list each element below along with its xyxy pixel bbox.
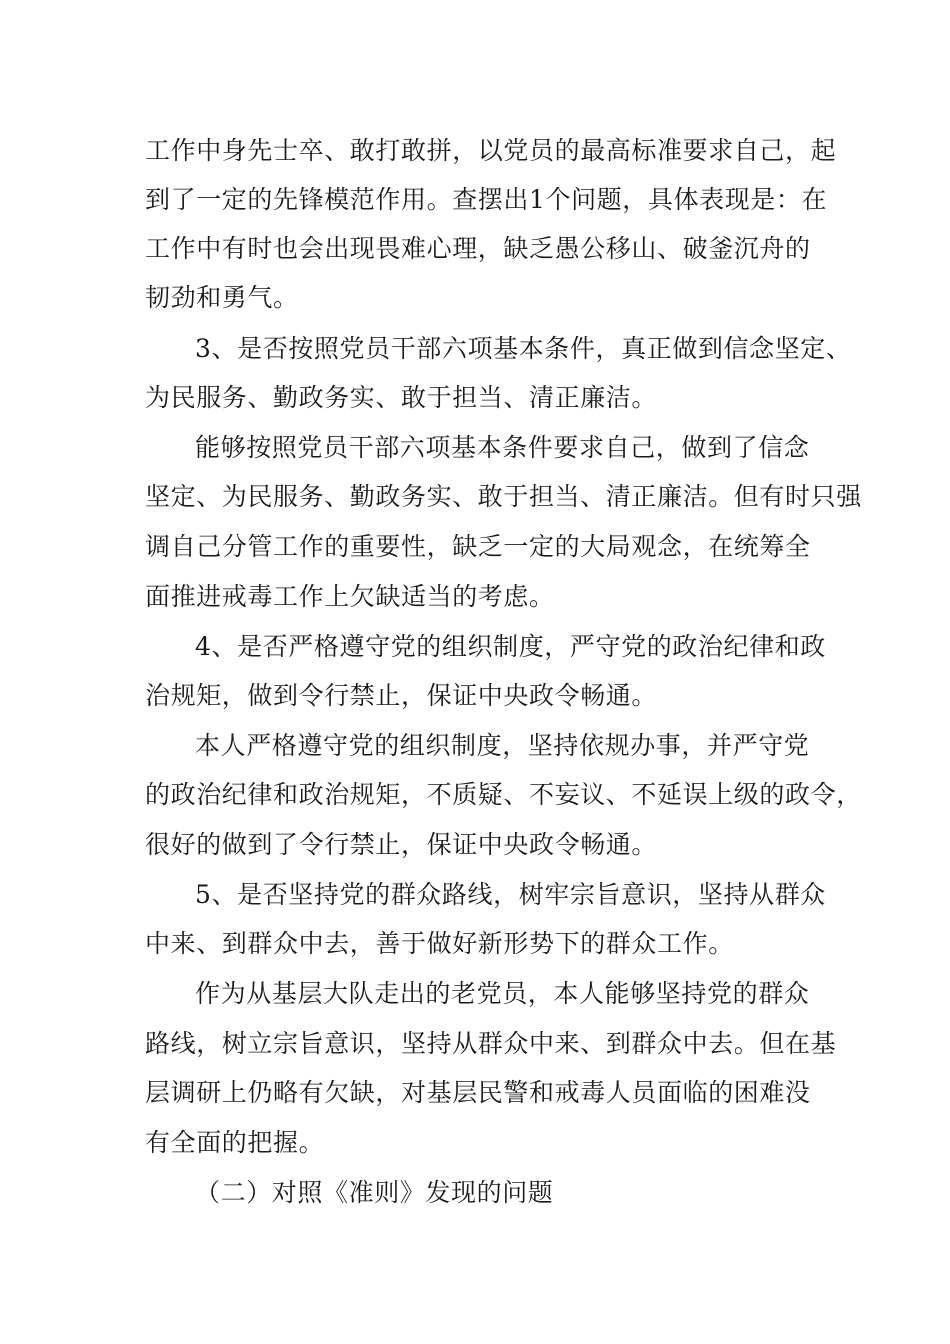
- paragraph-start: 作为从基层大队走出的老党员，本人能够坚持党的群众: [195, 979, 810, 1008]
- text-line: 很好的做到了令行禁止，保证中央政令畅通。: [145, 830, 658, 859]
- section-heading-5: 5、是否坚持党的群众路线，树牢宗旨意识，坚持从群众: [195, 880, 826, 909]
- paragraph-start: 本人严格遵守党的组织制度，坚持依规办事，并严守党: [195, 731, 810, 760]
- text-line: 路线，树立宗旨意识，坚持从群众中来、到群众中去。但在基: [145, 1029, 837, 1058]
- text-line: 坚定、为民服务、勤政务实、敢于担当、清正廉洁。但有时只强: [145, 482, 862, 511]
- text-line: 到了一定的先锋模范作用。查摆出1个问题，具体表现是：在: [145, 185, 828, 214]
- text-line: 中来、到群众中去，善于做好新形势下的群众工作。: [145, 929, 734, 958]
- text-line: 有全面的把握。: [145, 1128, 325, 1157]
- paragraph-start: 能够按照党员干部六项基本条件要求自己，做到了信念: [195, 433, 810, 462]
- text-line: 为民服务、勤政务实、敢于担当、清正廉洁。: [145, 383, 658, 412]
- subsection-heading: （二）对照《准则》发现的问题: [195, 1178, 554, 1207]
- text-line: 层调研上仍略有欠缺，对基层民警和戒毒人员面临的困难没: [145, 1078, 811, 1107]
- section-heading-4: 4、是否严格遵守党的组织制度，严守党的政治纪律和政: [195, 632, 826, 661]
- text-line: 韧劲和勇气。: [145, 283, 299, 312]
- text-line: 治规矩，做到令行禁止，保证中央政令畅通。: [145, 681, 658, 710]
- text-line: 工作中身先士卒、敢打敢拼，以党员的最高标准要求自己，起: [145, 136, 837, 165]
- text-line: 工作中有时也会出现畏难心理，缺乏愚公移山、破釜沉舟的: [145, 234, 811, 263]
- section-heading-3: 3、是否按照党员干部六项基本条件，真正做到信念坚定、: [195, 334, 852, 363]
- text-line: 的政治纪律和政治规矩，不质疑、不妄议、不延误上级的政令，: [145, 780, 862, 809]
- text-line: 调自己分管工作的重要性，缺乏一定的大局观念，在统筹全: [145, 532, 811, 561]
- text-line: 面推进戒毒工作上欠缺适当的考虑。: [145, 582, 555, 611]
